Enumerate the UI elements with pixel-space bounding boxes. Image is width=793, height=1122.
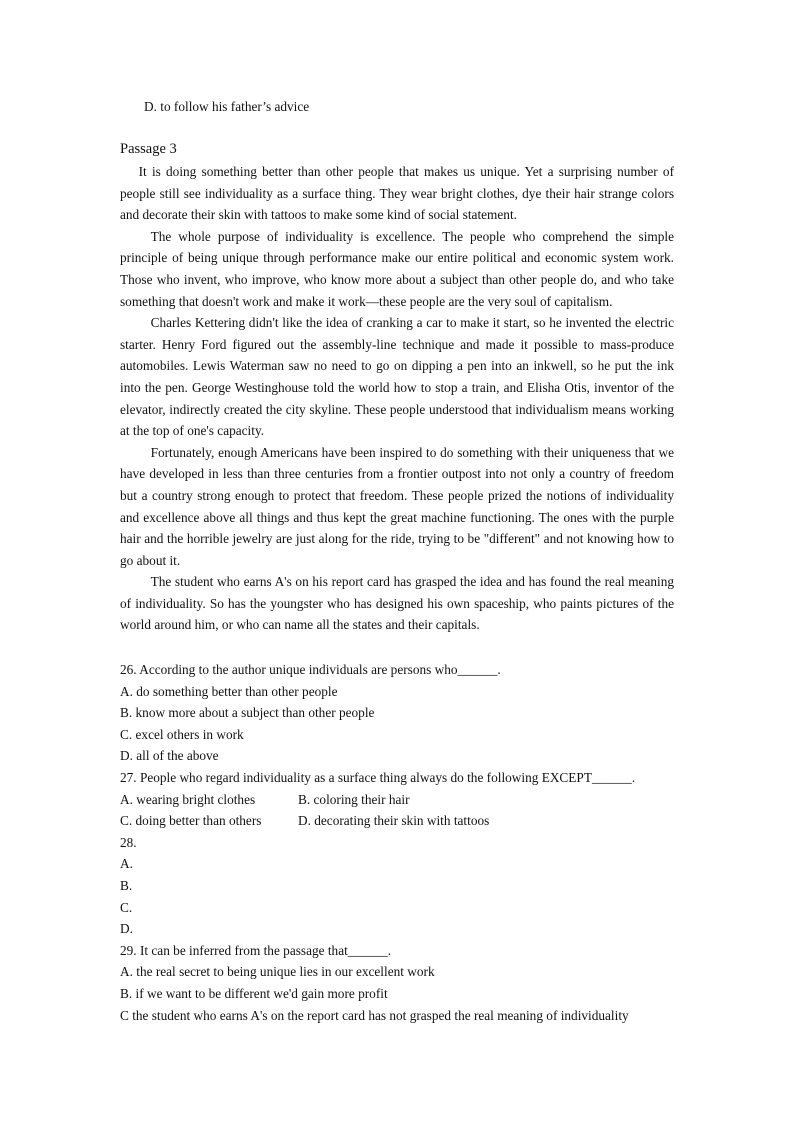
question-28-option-d: D. (120, 921, 133, 937)
question-27-options-row (120, 789, 680, 811)
passage-paragraph: The whole purpose of individuality is excellence. The people who comprehend the simple principle of being unique through performance make our entire political and economic system work. Those who invent, who improve, who know more about a subject than other people do, and who take something that doesn't work and make it work—these people are the very soul of capitalism. (120, 228, 674, 309)
question-26-option-b: B. know more about a subject than other people (120, 705, 375, 721)
question-28-stem: 28. (120, 834, 137, 850)
passage-paragraph: Fortunately, enough Americans have been inspired to do something with their uniqueness that we have developed in less than three centuries from a frontier outpost into not only a country of freedom but a country strong enough to protect that freedom. These people prized the notions of individuality and excellence above all things and thus kept the great machine functioning. The ones with the purple hair and the horrible jewelry are just along for the ride, trying to be "different" and not knowing how to go about it. (120, 444, 674, 568)
passage-title: Passage 3 (120, 141, 177, 157)
passage-paragraph: It is doing something better than other people that makes us unique. Yet a surprising number of people still see individuality as a surface thing. They wear bright clothes, dye their hair strange colors and decorate their skin with tattoos to make some kind of social statement. (120, 164, 674, 223)
question-27-option-a: A. wearing bright clothes (120, 791, 256, 807)
passage-paragraph: The student who earns A's on his report card has grasped the idea and has found the real meaning of individuality. So has the youngster who has designed his own spaceship, who paints pictures of the world around him, or who can name all the states and their capitals. (120, 574, 674, 633)
passage-paragraph: Charles Kettering didn't like the idea of cranking a car to make it start, so he invented the electric starter. Henry Ford figured out the assembly-line technique and made it possible to mass-produce automobiles. Lewis Waterman saw no need to go on dipping a pen into an inkwell, so he put the ink into the pen. George Westinghouse told the world how to stop a train, and Elisha Otis, inventor of the elevator, indirectly created the city skyline. These people understood that individualism means working at the top of one's capacity. (120, 315, 674, 439)
passage-body (120, 161, 674, 636)
question-29-stem: 29. It can be inferred from the passage that______. (120, 942, 392, 958)
question-27-option-d: D. decorating their skin with tattoos (298, 813, 490, 829)
question-29-option-a: A. the real secret to being unique lies in our excellent work (120, 964, 435, 980)
question-26-stem: 26. According to the author unique individuals are persons who______. (120, 662, 501, 677)
question-list (120, 659, 680, 1026)
previous-question-option: D. to follow his father’s advice (144, 99, 310, 114)
question-29-option-c: C the student who earns A's on the report card has not grasped the real meaning of individuality (120, 1007, 629, 1023)
question-27-options-row (120, 810, 680, 832)
question-26-option-a: A. do something better than other people (120, 683, 338, 699)
question-27-option-b: B. coloring their hair (298, 791, 410, 807)
question-28-option-c: C. (120, 899, 133, 915)
question-26-option-c: C. excel others in work (120, 726, 244, 742)
question-28-option-b: B. (120, 877, 133, 893)
question-29-option-b: B. if we want to be different we'd gain more profit (120, 985, 388, 1001)
question-26-option-d: D. all of the above (120, 748, 219, 764)
question-28-option-a: A. (120, 856, 133, 872)
question-27-option-c: C. doing better than others (120, 813, 262, 829)
question-27-stem: 27. People who regard individuality as a surface thing always do the following EXCEPT______. (120, 769, 636, 785)
